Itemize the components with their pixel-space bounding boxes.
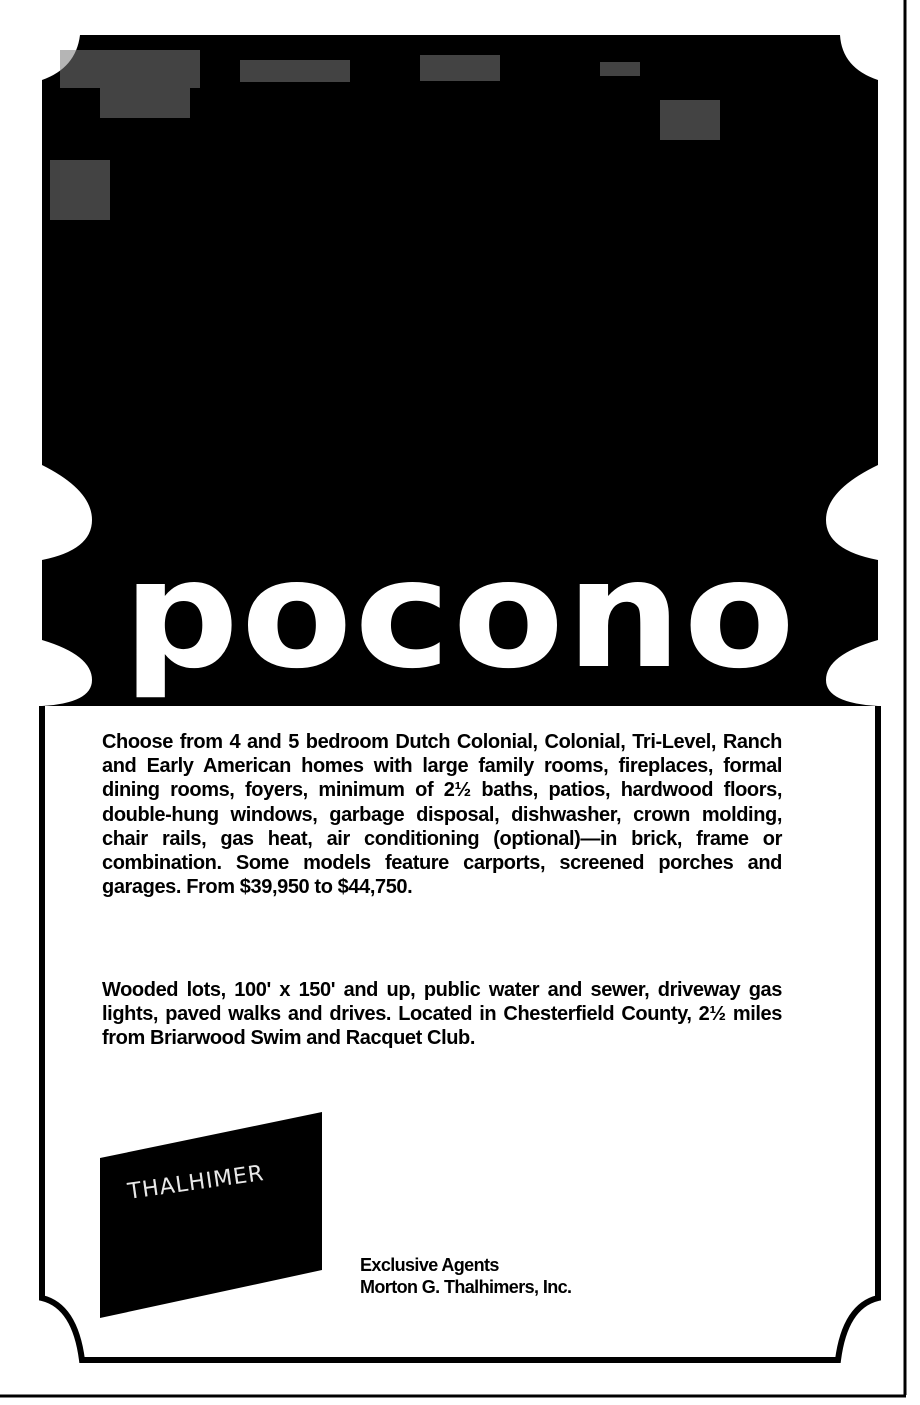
agents-name: Morton G. Thalhimers, Inc. (360, 1277, 572, 1297)
agents-label: Exclusive Agents (360, 1255, 499, 1275)
headline-pocono: pocono (122, 528, 798, 702)
home-description: Choose from 4 and 5 bedroom Dutch Colonial, Colonial, Tri-Level, Ranch and Early American homes with large family rooms, fireplaces, formal dining rooms, foyers, minimum of 2½ baths, patios, hardwood floors, double-hung windows, garbage disposal, dishwasher, crown molding, chair rails, gas heat, air conditioning (optional)—in brick, frame or combination. Some models feature carports, screened porches and garages. From $39,950 to $44,750. (102, 731, 782, 899)
thalhimer-logo-shape (100, 1112, 322, 1318)
lot-description: Wooded lots, 100' x 150' and up, public water and sewer, driveway gas lights, paved walks and drives. Located in Chesterfield County, 2½ miles from Briarwood Swim and Racquet Club. (102, 979, 782, 1050)
thalhimer-logo-text: THALHIMER (126, 1160, 266, 1205)
agents-block (360, 1254, 571, 1298)
